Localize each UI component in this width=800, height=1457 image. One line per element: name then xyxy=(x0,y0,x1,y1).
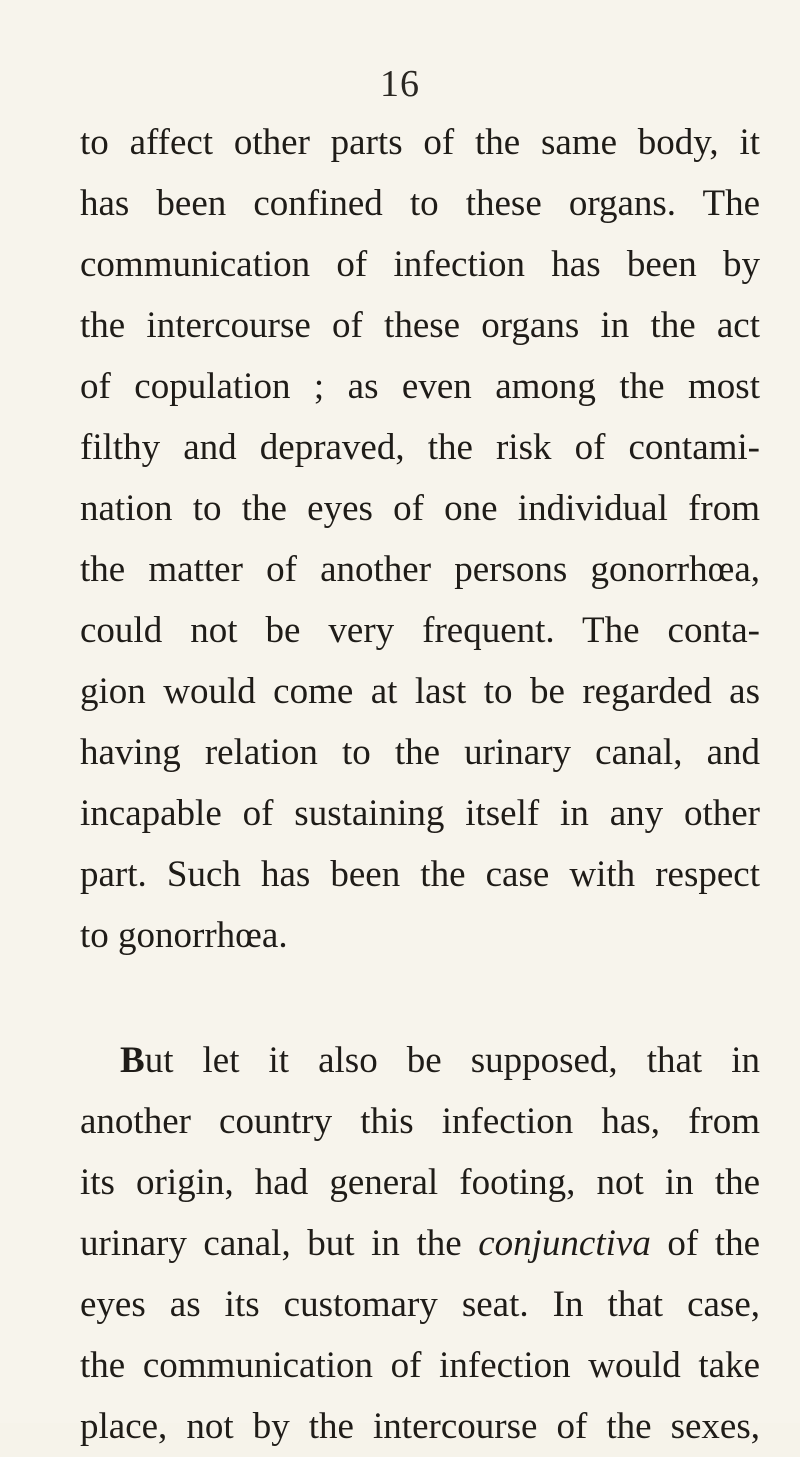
page-number: 16 xyxy=(380,63,420,105)
text-line: gion would come at last to be regarded as xyxy=(80,671,760,712)
text-line: another country this infection has, from xyxy=(80,1101,760,1142)
paragraph-gap xyxy=(80,966,760,1030)
text-fragment: ut let it also be supposed, that in xyxy=(144,1040,760,1081)
paragraph-1 xyxy=(80,112,760,966)
text-line: nation to the eyes of one individual from xyxy=(80,488,760,529)
text-line: of copulation ; as even among the most xyxy=(80,366,760,407)
italic-term: conjunctiva xyxy=(478,1223,651,1264)
text-line: having relation to the urinary canal, and xyxy=(80,732,760,773)
text-line: eyes as its customary seat. In that case, xyxy=(80,1284,760,1325)
text-line: its origin, had general footing, not in the xyxy=(80,1162,760,1203)
initial-letter: B xyxy=(120,1040,145,1081)
text-line xyxy=(80,1213,760,1274)
text-line: could not be very frequent. The conta- xyxy=(80,610,760,651)
text-line: filthy and depraved, the risk of contami- xyxy=(80,427,760,468)
text-line: has been confined to these organs. The xyxy=(80,183,760,224)
text-line: incapable of sustaining itself in any other xyxy=(80,793,760,834)
text-line: place, not by the intercourse of the sexes, xyxy=(80,1406,760,1447)
text-line: the communication of infection would take xyxy=(80,1345,760,1386)
text-line: the intercourse of these organs in the act xyxy=(80,305,760,346)
text-line: to affect other parts of the same body, it xyxy=(80,122,760,163)
text-line xyxy=(80,1030,760,1091)
text-fragment: of the xyxy=(650,1223,760,1264)
text-line: communication of infection has been by xyxy=(80,244,760,285)
paragraph-2 xyxy=(80,1030,760,1457)
text-line: to gonorrhœa. xyxy=(80,915,288,956)
text-fragment: urinary canal, but in the xyxy=(80,1223,479,1264)
body-text xyxy=(80,112,760,1457)
text-line: the matter of another persons gonorrhœa, xyxy=(80,549,760,590)
text-line: part. Such has been the case with respect xyxy=(80,854,760,895)
